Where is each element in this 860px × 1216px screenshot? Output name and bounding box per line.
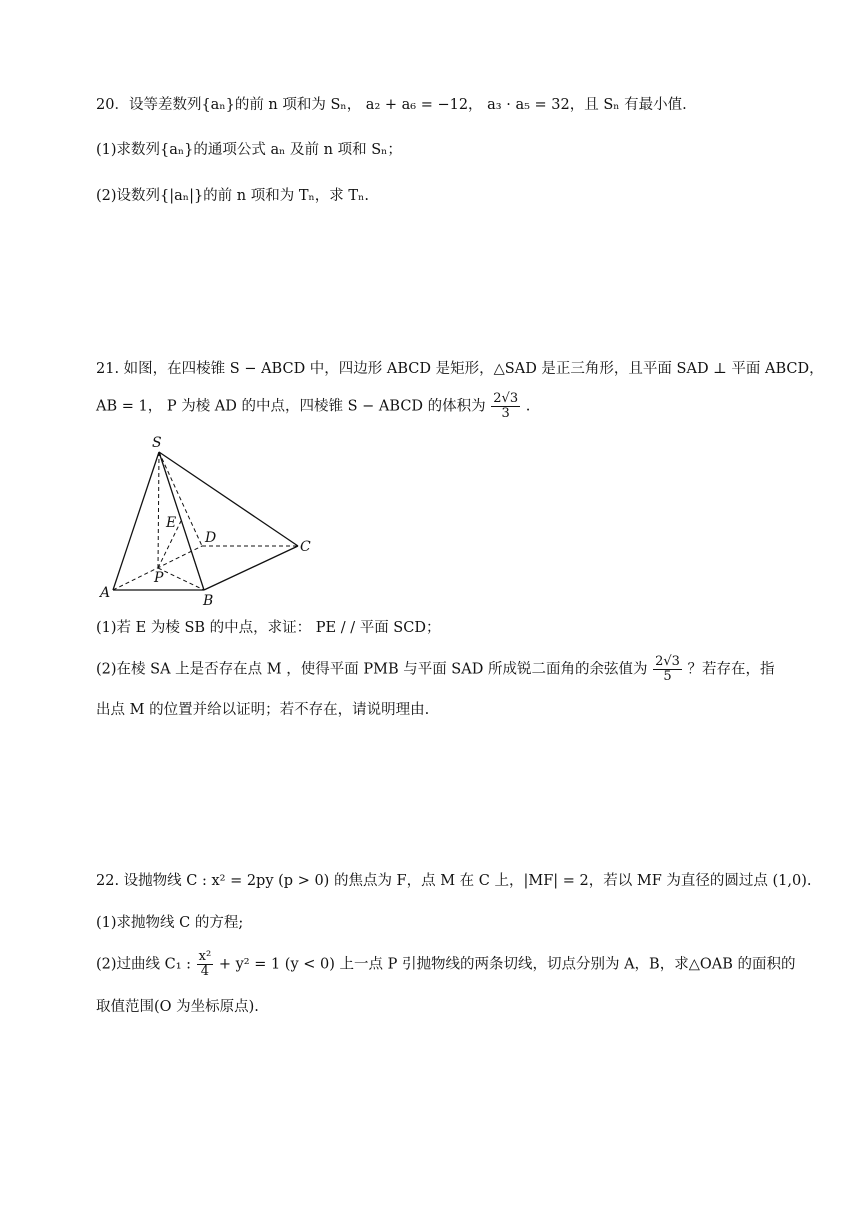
problem-22-statement: 22. 设抛物线 C : x² = 2py (p > 0) 的焦点为 F，点 M 在 C 上，|MF| = 2，若以 MF 为直径的圆过点 (1,0). [96,873,812,889]
problem-20-part-1: (1)求数列{aₙ}的通项公式 aₙ 及前 n 项和 Sₙ； [96,142,402,158]
problem-22-part-2-end: + y² = 1 (y < 0) 上一点 P 引抛物线的两条切线，切点分别为 A，B，求△OAB 的面积的 [218,956,796,973]
problem-21-part-2-text: (2)在棱 SA 上是否存在点 M ，使得平面 PMB 与平面 SAD 所成锐二面角的余弦值为 [96,661,648,678]
segment-pb [158,568,204,590]
problem-22-part-2-line-2: 取值范围(O 为坐标原点). [96,999,259,1015]
edge-bc [204,546,298,590]
problem-21-part-2-end: ？若存在，指 [687,661,775,678]
segment-sp [158,452,159,568]
label-s: S [152,435,162,451]
label-p: P [154,570,164,586]
volume-fraction-denominator: 3 [501,406,510,421]
edge-sa [113,452,159,590]
problem-20-statement: 20．设等差数列{aₙ}的前 n 项和为 Sₙ， a₂ + a₆ = −12， a₃ · a₅ = 32，且 Sₙ 有最小值. [96,97,687,113]
label-b: B [203,593,214,609]
label-a: A [100,585,111,601]
ellipse-fraction-denominator: 4 [200,964,210,979]
label-c: C [300,539,311,555]
edge-sc [159,452,298,546]
cosine-fraction [653,655,682,684]
ellipse-fraction-numerator: x² [198,949,212,964]
volume-fraction [491,392,520,421]
problem-21-statement-line-1: 21. 如图，在四棱锥 S − ABCD 中，四边形 ABCD 是矩形，△SAD 是正三角形，且平面 SAD ⊥ 平面 ABCD， [96,361,824,377]
label-d: D [205,530,217,546]
volume-fraction-numerator: 2√3 [493,391,519,406]
problem-21-part-1: (1)若 E 为棱 SB 的中点，求证： PE / / 平面 SCD； [96,620,441,636]
problem-22-part-1: (1)求抛物线 C 的方程; [96,915,244,931]
ellipse-fraction [197,950,214,979]
problem-22-part-2-line-1 [96,950,795,979]
cosine-fraction-numerator: 2√3 [655,654,680,669]
pyramid-hidden-edges [113,452,298,590]
problem-21-part-2-line-2: 出点 M 的位置并给以证明；若不存在，请说明理由. [96,702,430,718]
problem-21-statement-end: . [525,398,531,415]
pyramid-solid-edges [113,452,298,590]
problem-21-statement-text: AB = 1， P 为棱 AD 的中点，四棱锥 S − ABCD 的体积为 [96,398,486,415]
problem-21-statement-line-2 [96,392,530,421]
problem-22-part-2-text: (2)过曲线 C₁ : [96,956,192,973]
problem-20-part-2: (2)设数列{|aₙ|}的前 n 项和为 Tₙ，求 Tₙ. [96,188,369,204]
label-e: E [166,515,177,531]
problem-21-part-2-line-1 [96,655,775,684]
cosine-fraction-denominator: 5 [663,669,672,684]
pyramid-figure [96,430,326,610]
